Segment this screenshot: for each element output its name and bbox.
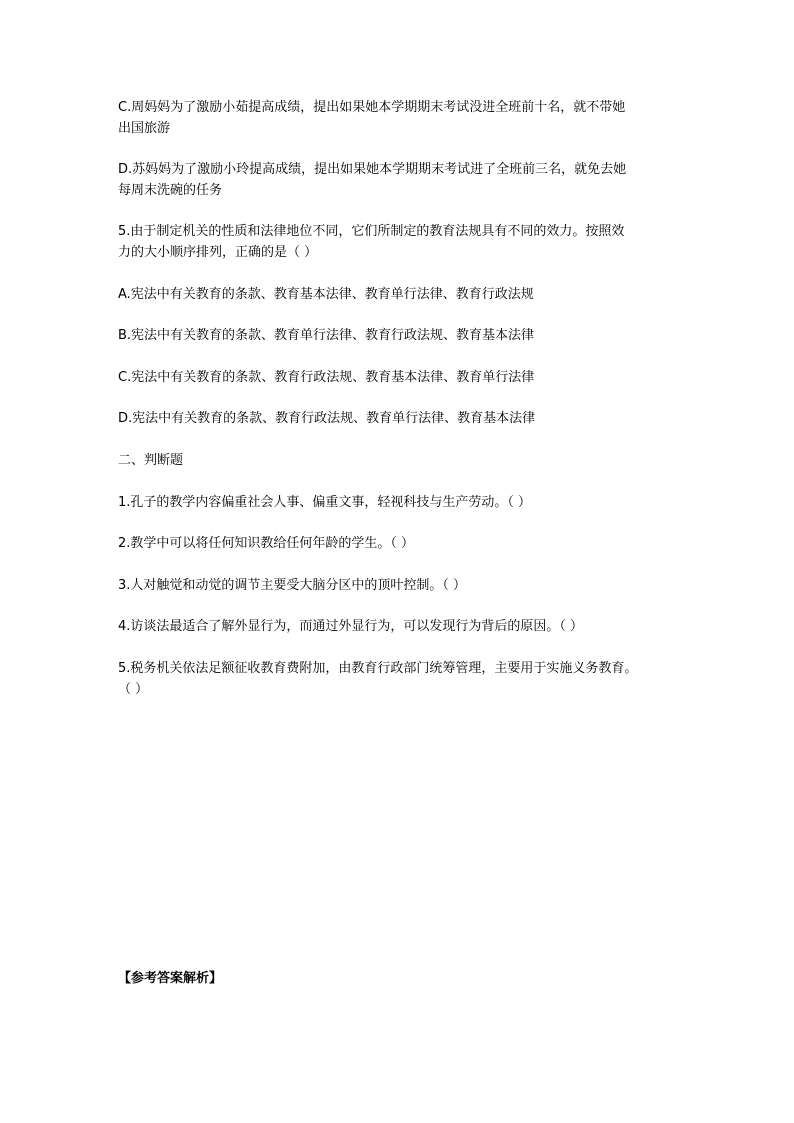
judgement-item-4 <box>118 616 680 637</box>
option-b-text: B.宪法中有关教育的条款、教育单行法律、教育行政法规、教育基本法律 <box>118 328 535 343</box>
judgement-item-3 <box>118 575 680 596</box>
option-d-prev <box>118 159 680 201</box>
question-5-option-a <box>118 284 680 305</box>
question-5-option-d <box>118 408 680 429</box>
option-d-line2: 每周末洗碗的任务 <box>118 183 223 198</box>
section-heading-judgement <box>118 450 680 471</box>
option-c-prev <box>118 97 680 139</box>
question-5-option-c <box>118 367 680 388</box>
judgement-item-5-line2: （ ） <box>118 682 149 697</box>
answer-analysis-heading-text: 【参考答案解析】 <box>118 971 223 986</box>
judgement-item-5-line1: 5.税务机关依法足额征收教育费附加，由教育行政部门统筹管理，主要用于实施义务教育。 <box>118 661 638 676</box>
option-c-line1: C.周妈妈为了激励小茹提高成绩，提出如果她本学期期末考试没进全班前十名，就不带她 <box>118 100 626 115</box>
section-heading-text: 二、判断题 <box>118 453 184 468</box>
answer-analysis-heading <box>118 968 680 989</box>
question-5-option-b <box>118 325 680 346</box>
judgement-item-1 <box>118 492 680 513</box>
option-d-text: D.宪法中有关教育的条款、教育行政法规、教育单行法律、教育基本法律 <box>118 411 536 426</box>
option-c-text: C.宪法中有关教育的条款、教育行政法规、教育基本法律、教育单行法律 <box>118 370 535 385</box>
option-a-text: A.宪法中有关教育的条款、教育基本法律、教育单行法律、教育行政法规 <box>118 287 534 302</box>
judgement-item-1-text: 1.孔子的教学内容偏重社会人事、偏重文事，轻视科技与生产劳动。（ ） <box>118 495 532 510</box>
question-5-line1: 5.由于制定机关的性质和法律地位不同，它们所制定的教育法规具有不同的效力。按照效 <box>118 224 625 239</box>
option-d-line1: D.苏妈妈为了激励小玲提高成绩，提出如果她本学期期末考试进了全班前三名，就免去她 <box>118 162 627 177</box>
judgement-item-2 <box>118 533 680 554</box>
judgement-item-4-text: 4.访谈法最适合了解外显行为，而通过外显行为，可以发现行为背后的原因。（ ） <box>118 619 584 634</box>
question-5-stem <box>118 221 680 263</box>
option-c-line2: 出国旅游 <box>118 121 171 136</box>
judgement-item-2-text: 2.教学中可以将任何知识教给任何年龄的学生。（ ） <box>118 536 415 551</box>
judgement-item-3-text: 3.人对触觉和动觉的调节主要受大脑分区中的顶叶控制。（ ） <box>118 578 467 593</box>
question-5-line2: 力的大小顺序排列，正确的是（ ） <box>118 245 318 260</box>
judgement-item-5 <box>118 658 698 700</box>
